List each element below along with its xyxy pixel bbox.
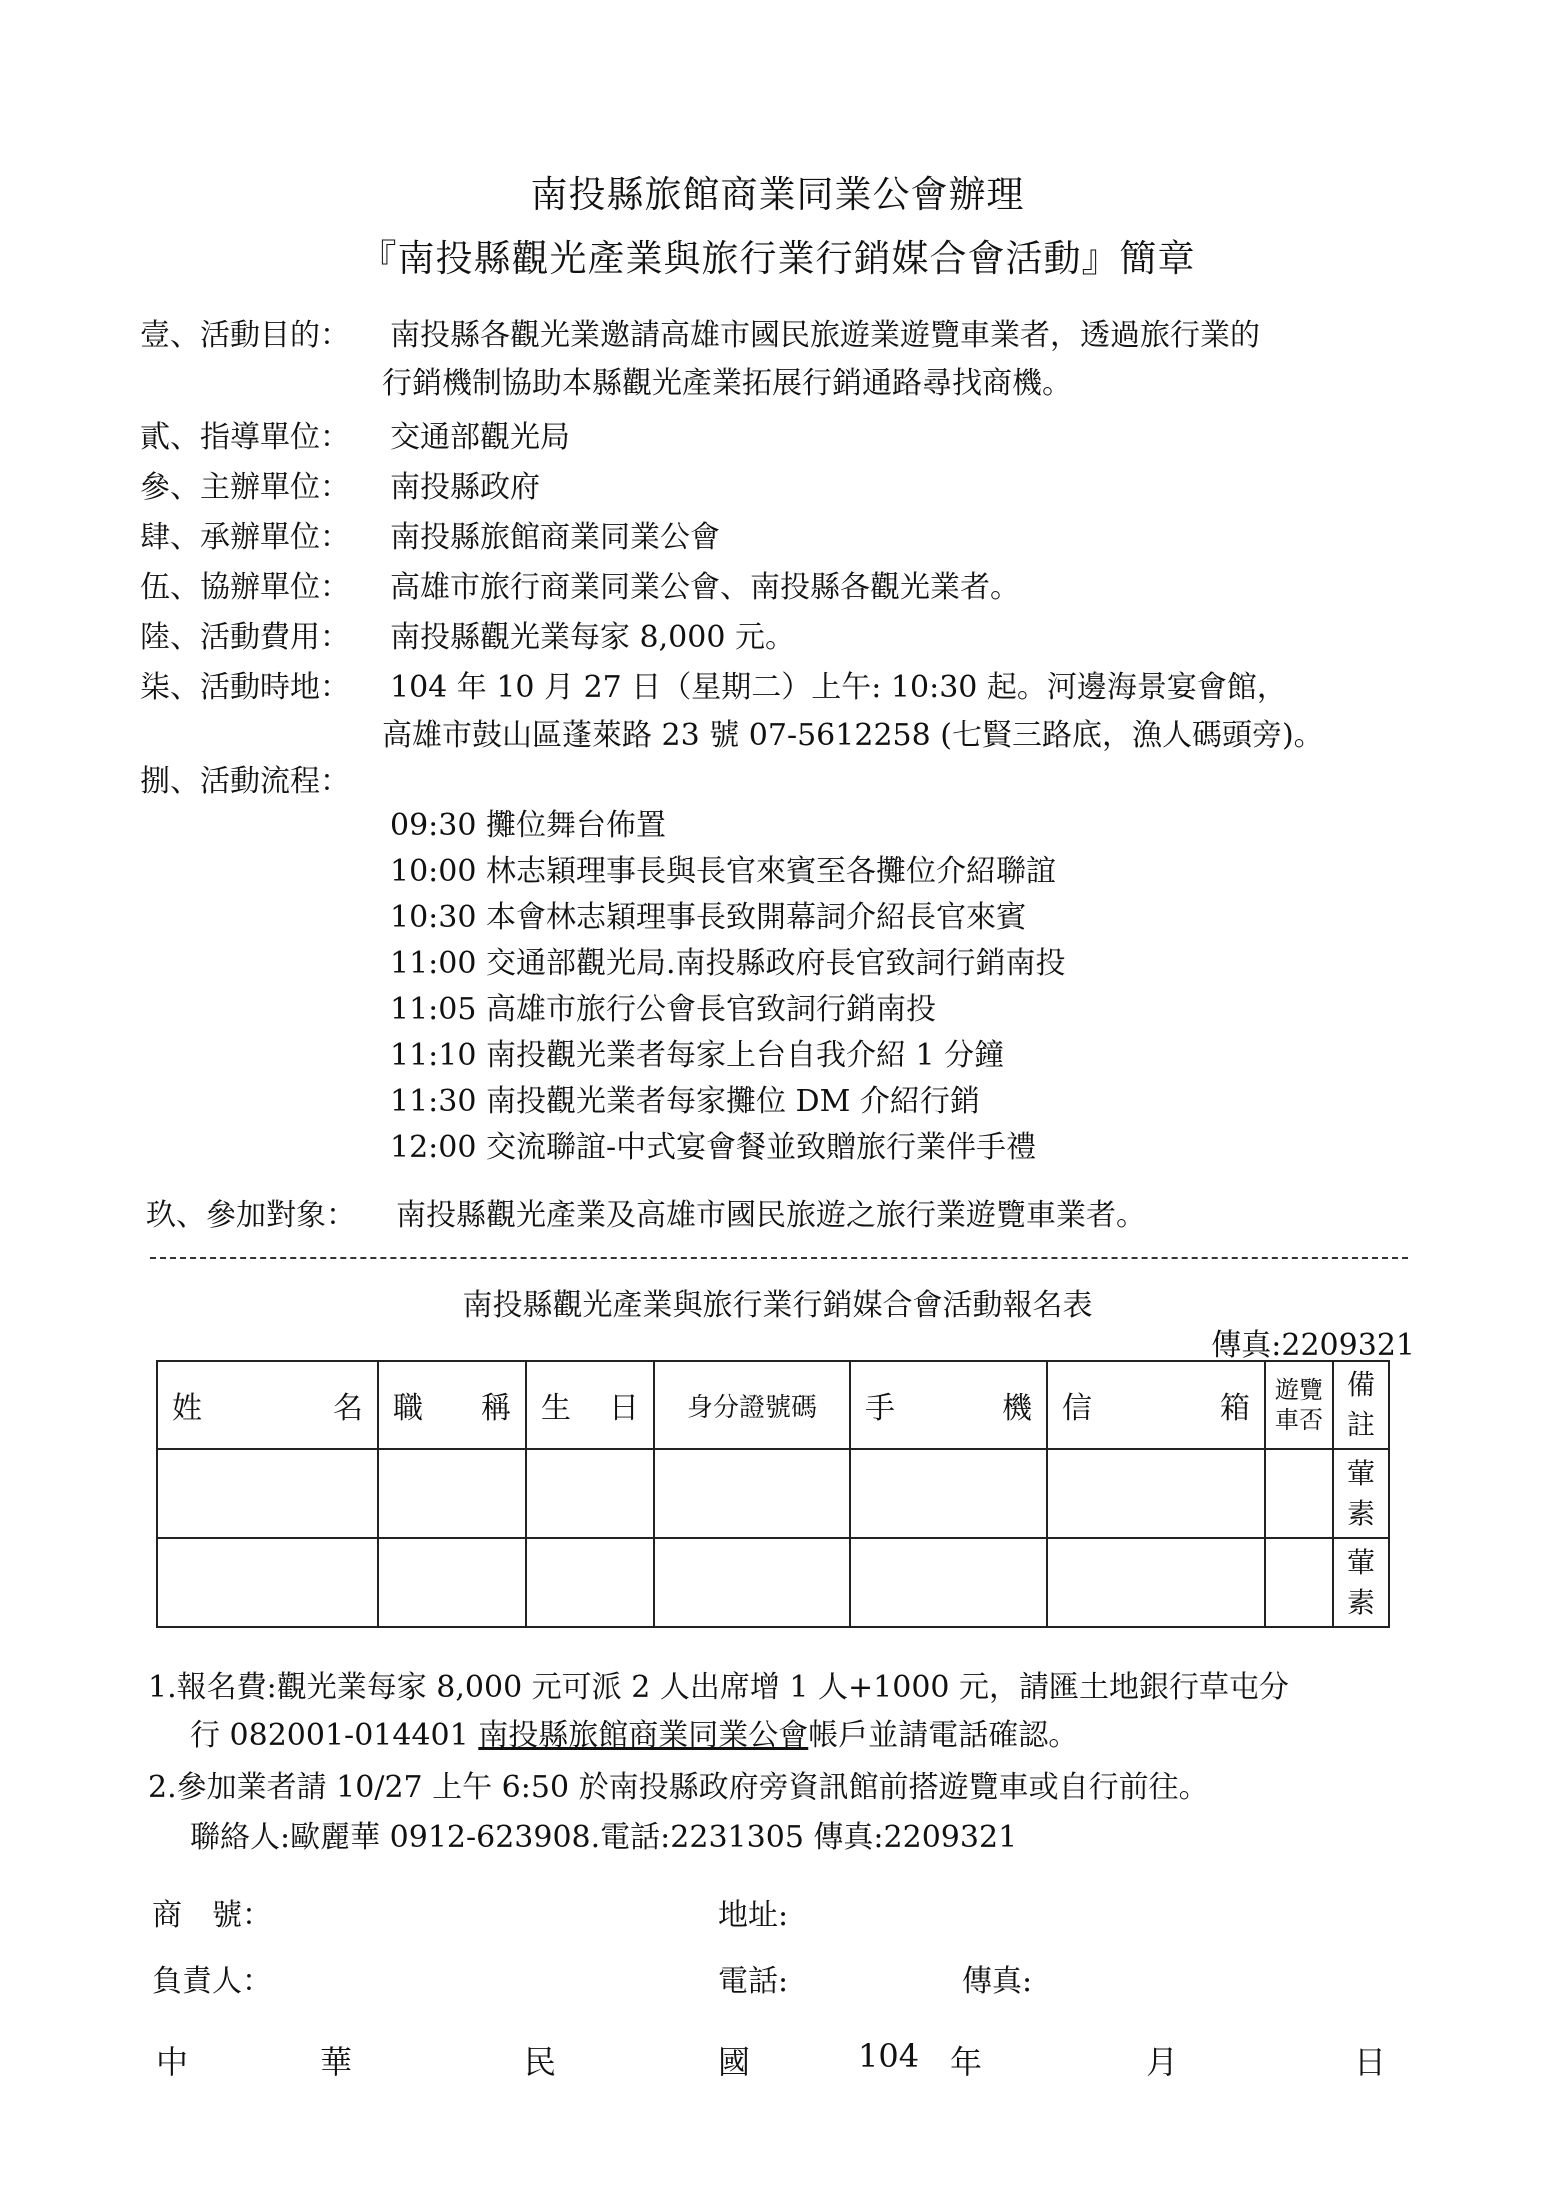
date-char: 民	[524, 2043, 557, 2081]
cell-position[interactable]	[378, 1538, 526, 1627]
schedule-item: 11:30 南投觀光業者每家攤位 DM 介紹行銷	[390, 1084, 980, 1119]
document-subtitle: 『南投縣觀光產業與旅行業行銷媒合會活動』簡章	[359, 237, 1196, 280]
cell-bus[interactable]	[1265, 1449, 1333, 1538]
form-fax: 傳真:2209321	[1211, 1328, 1415, 1363]
section-label: 參、主辦單位：	[140, 470, 350, 505]
cell-email[interactable]	[1047, 1538, 1265, 1627]
field-phone: 電話:	[718, 1964, 789, 1999]
cell-remarks[interactable]: 葷 素	[1333, 1449, 1389, 1538]
header-name: 姓 名	[157, 1361, 378, 1449]
schedule-item: 10:00 林志穎理事長與長官來賓至各攤位介紹聯誼	[390, 854, 1056, 889]
header-mobile: 手 機	[850, 1361, 1047, 1449]
section-label: 伍、協辦單位：	[140, 570, 350, 605]
section-label: 柒、活動時地：	[140, 670, 350, 705]
section-value: 南投縣各觀光業邀請高雄市國民旅遊業遊覽車業者，透過旅行業的	[390, 318, 1260, 353]
cell-mobile[interactable]	[850, 1538, 1047, 1627]
header-bus: 遊覽 車否	[1265, 1361, 1333, 1449]
date-month-label: 月	[1146, 2043, 1179, 2081]
section-label: 陸、活動費用：	[140, 620, 350, 655]
cell-mobile[interactable]	[850, 1449, 1047, 1538]
note-boarding: 2.參加業者請 10/27 上午 6:50 於南投縣政府旁資訊館前搭遊覽車或自行前往。	[148, 1770, 1209, 1805]
date-char: 華	[320, 2043, 353, 2081]
schedule-item: 10:30 本會林志穎理事長致開幕詞介紹長官來賓	[390, 900, 1026, 935]
section-value: 南投縣政府	[390, 470, 540, 505]
cell-id-number[interactable]	[654, 1449, 850, 1538]
field-shop-name: 商 號：	[152, 1898, 272, 1933]
header-position: 職 稱	[378, 1361, 526, 1449]
header-remarks: 備 註	[1333, 1361, 1389, 1449]
cell-email[interactable]	[1047, 1449, 1265, 1538]
section-value: 高雄市旅行商業同業公會、南投縣各觀光業者。	[390, 570, 1020, 605]
date-char: 國	[718, 2043, 751, 2081]
section-label: 捌、活動流程：	[140, 764, 350, 799]
bank-account-name: 南投縣旅館商業同業公會	[478, 1718, 809, 1753]
note-contact: 聯絡人:歐麗華 0912-623908.電話:2231305 傳真:2209321	[190, 1820, 1018, 1855]
field-address: 地址:	[718, 1898, 789, 1933]
header-id-number: 身分證號碼	[654, 1361, 850, 1449]
cell-bus[interactable]	[1265, 1538, 1333, 1627]
section-value: 行銷機制協助本縣觀光產業拓展行銷通路尋找商機。	[382, 366, 1072, 401]
form-title: 南投縣觀光產業與旅行業行銷媒合會活動報名表	[462, 1288, 1093, 1323]
section-value: 南投縣旅館商業同業公會	[390, 520, 720, 555]
section-label: 肆、承辦單位：	[140, 520, 350, 555]
registration-table	[156, 1360, 1390, 1628]
date-year-label: 年	[950, 2043, 983, 2081]
cell-position[interactable]	[378, 1449, 526, 1538]
section-value: 104 年 10 月 27 日（星期二）上午: 10:30 起。河邊海景宴會館，	[390, 670, 1287, 705]
cell-name[interactable]	[157, 1538, 378, 1627]
date-char: 中	[156, 2043, 189, 2081]
date-year: 104	[858, 2037, 920, 2075]
schedule-item: 12:00 交流聯誼-中式宴會餐並致贈旅行業伴手禮	[390, 1130, 1037, 1165]
section-label: 玖、參加對象：	[146, 1198, 356, 1233]
header-email: 信 箱	[1047, 1361, 1265, 1449]
schedule-item: 11:05 高雄市旅行公會長官致詞行銷南投	[390, 992, 936, 1027]
section-value: 南投縣觀光產業及高雄市國民旅遊之旅行業遊覽車業者。	[396, 1198, 1146, 1233]
section-label: 壹、活動目的：	[140, 318, 350, 353]
cell-birthday[interactable]	[526, 1449, 654, 1538]
section-value: 高雄市鼓山區蓬萊路 23 號 07-5612258 (七賢三路底，漁人碼頭旁)。	[382, 718, 1324, 753]
note-fee: 1.報名費:觀光業每家 8,000 元可派 2 人出席增 1 人+1000 元，請匯土地銀行草屯分	[148, 1670, 1290, 1705]
date-day-label: 日	[1354, 2043, 1387, 2081]
field-owner: 負責人：	[152, 1964, 272, 1999]
section-value: 南投縣觀光業每家 8,000 元。	[390, 620, 795, 655]
section-label: 貳、指導單位：	[140, 420, 350, 455]
dashed-divider	[150, 1257, 1408, 1259]
note-fee-cont: 行 082001-014401 南投縣旅館商業同業公會帳戶並請電話確認。	[190, 1718, 1079, 1753]
table-row	[157, 1538, 1389, 1627]
schedule-item: 09:30 攤位舞台佈置	[390, 808, 666, 843]
schedule-item: 11:10 南投觀光業者每家上台自我介紹 1 分鐘	[390, 1038, 1005, 1073]
cell-birthday[interactable]	[526, 1538, 654, 1627]
section-value: 交通部觀光局	[390, 420, 570, 455]
document-title: 南投縣旅館商業同業公會辦理	[530, 173, 1025, 216]
field-fax: 傳真:	[962, 1964, 1033, 1999]
cell-remarks[interactable]: 葷 素	[1333, 1538, 1389, 1627]
table-row	[157, 1449, 1389, 1538]
table-header-row	[157, 1361, 1389, 1449]
cell-name[interactable]	[157, 1449, 378, 1538]
schedule-item: 11:00 交通部觀光局.南投縣政府長官致詞行銷南投	[390, 946, 1066, 981]
cell-id-number[interactable]	[654, 1538, 850, 1627]
header-birthday: 生 日	[526, 1361, 654, 1449]
